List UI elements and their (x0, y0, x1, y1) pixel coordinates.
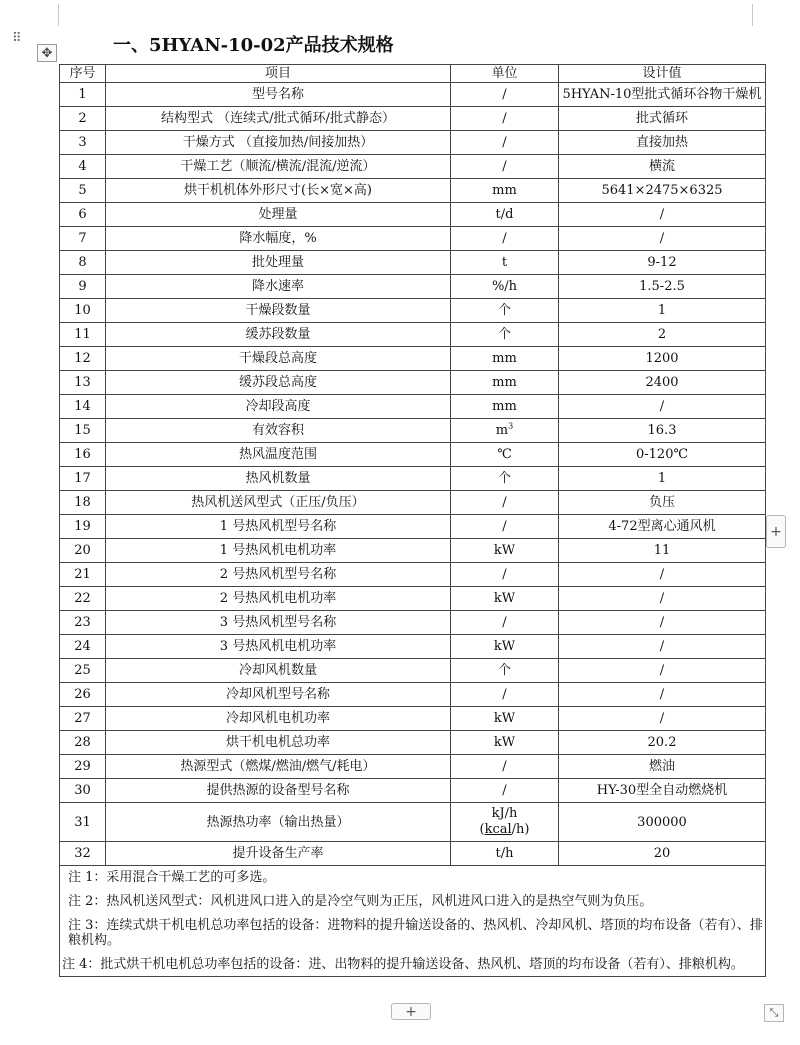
cell-unit: / (451, 563, 559, 587)
drag-handle-icon[interactable]: ⠿ (12, 31, 21, 46)
cell-value: / (559, 203, 766, 227)
cell-unit: t/h (451, 842, 559, 866)
cell-item: 干燥段总高度 (106, 347, 451, 371)
cell-index: 18 (60, 491, 106, 515)
cell-unit: 个 (451, 659, 559, 683)
cell-value: / (559, 227, 766, 251)
cell-value: 1 (559, 299, 766, 323)
cell-unit: / (451, 107, 559, 131)
cell-value: 燃油 (559, 755, 766, 779)
cell-value: 横流 (559, 155, 766, 179)
cell-value: 20.2 (559, 731, 766, 755)
cell-unit: / (451, 131, 559, 155)
table-row (60, 491, 766, 515)
cell-unit: ℃ (451, 443, 559, 467)
cell-unit: / (451, 683, 559, 707)
cell-item: 提升设备生产率 (106, 842, 451, 866)
note-1: 注 1：采用混合干燥工艺的可多选。 (68, 870, 276, 885)
cell-value: 5641×2475×6325 (559, 179, 766, 203)
cell-index: 5 (60, 179, 106, 203)
cell-value: / (559, 395, 766, 419)
cell-item: 有效容积 (106, 419, 451, 443)
cell-unit: / (451, 779, 559, 803)
cell-index: 30 (60, 779, 106, 803)
cell-index: 25 (60, 659, 106, 683)
cell-item: 降水速率 (106, 275, 451, 299)
cell-index: 31 (60, 803, 106, 842)
cell-unit: / (451, 755, 559, 779)
cell-unit: 个 (451, 467, 559, 491)
cell-unit: kW (451, 731, 559, 755)
cell-index: 14 (60, 395, 106, 419)
cell-item: 热风温度范围 (106, 443, 451, 467)
cell-item: 处理量 (106, 203, 451, 227)
table-row (60, 842, 766, 866)
cell-unit: $m^3$ (451, 419, 559, 443)
cell-item: 2 号热风机电机功率 (106, 587, 451, 611)
table-row (60, 635, 766, 659)
cell-item: 2 号热风机型号名称 (106, 563, 451, 587)
cell-index: 3 (60, 131, 106, 155)
cell-index: 13 (60, 371, 106, 395)
cell-value: 1200 (559, 347, 766, 371)
table-row (60, 707, 766, 731)
table-resize-icon[interactable]: ⤡ (764, 1004, 784, 1022)
cell-item: 烘干机机体外形尺寸(长×宽×高) (106, 179, 451, 203)
header-cell-value: 设计值 (559, 65, 766, 83)
cell-item: 冷却段高度 (106, 395, 451, 419)
table-row (60, 731, 766, 755)
cell-item: 3 号热风机电机功率 (106, 635, 451, 659)
cell-index: 6 (60, 203, 106, 227)
cell-unit: mm (451, 371, 559, 395)
cell-value: HY-30型全自动燃烧机 (559, 779, 766, 803)
table-row (60, 563, 766, 587)
cell-item: 烘干机电机总功率 (106, 731, 451, 755)
cell-index: 4 (60, 155, 106, 179)
table-row (60, 755, 766, 779)
unit-underlined-text: kcal (484, 822, 512, 837)
cell-item: 热源热功率（输出热量） (106, 803, 451, 842)
cell-value: 9-12 (559, 251, 766, 275)
cell-index: 24 (60, 635, 106, 659)
cell-unit: kW (451, 539, 559, 563)
cell-item: 降水幅度，% (106, 227, 451, 251)
table-row (60, 347, 766, 371)
cell-unit: mm (451, 179, 559, 203)
notes-row (60, 866, 766, 977)
cell-index: 20 (60, 539, 106, 563)
cell-value: / (559, 659, 766, 683)
header-cell-unit: 单位 (451, 65, 559, 83)
cell-item: 批处理量 (106, 251, 451, 275)
cell-index: 29 (60, 755, 106, 779)
cell-index: 11 (60, 323, 106, 347)
cell-index: 27 (60, 707, 106, 731)
cell-index: 32 (60, 842, 106, 866)
cell-item: 干燥段数量 (106, 299, 451, 323)
table-row (60, 587, 766, 611)
table-row (60, 419, 766, 443)
cell-value: 11 (559, 539, 766, 563)
cell-value: / (559, 563, 766, 587)
cell-item: 热风机送风型式（正压/负压） (106, 491, 451, 515)
cell-value: 2 (559, 323, 766, 347)
cell-unit: 个 (451, 299, 559, 323)
cell-unit: kW (451, 587, 559, 611)
cell-item: 干燥工艺（顺流/横流/混流/逆流） (106, 155, 451, 179)
cell-unit: / (451, 155, 559, 179)
cell-item: 缓苏段数量 (106, 323, 451, 347)
cell-index: 22 (60, 587, 106, 611)
table-row (60, 779, 766, 803)
cell-unit: / (451, 83, 559, 107)
cell-index: 19 (60, 515, 106, 539)
cell-unit: 个 (451, 323, 559, 347)
crop-mark-left (44, 4, 59, 26)
cell-index: 7 (60, 227, 106, 251)
table-row (60, 203, 766, 227)
cell-unit: mm (451, 347, 559, 371)
cell-index: 2 (60, 107, 106, 131)
table-row (60, 611, 766, 635)
cell-value: 20 (559, 842, 766, 866)
cell-value: / (559, 635, 766, 659)
cell-value: 5HYAN-10型批式循环谷物干燥机 (559, 83, 766, 107)
cell-unit: / (451, 515, 559, 539)
cell-index: 21 (60, 563, 106, 587)
table-body (60, 83, 766, 866)
table-row (60, 515, 766, 539)
document-title: 一、5HYAN-10-02产品技术规格 (113, 35, 394, 56)
cell-unit: mm (451, 395, 559, 419)
header-cell-item: 项目 (106, 65, 451, 83)
cell-value: / (559, 683, 766, 707)
cell-value: 负压 (559, 491, 766, 515)
table-row (60, 83, 766, 107)
table-row (60, 467, 766, 491)
table-row (60, 227, 766, 251)
cell-item: 干燥方式 （直接加热/间接加热） (106, 131, 451, 155)
table-row (60, 299, 766, 323)
cell-item: 热风机数量 (106, 467, 451, 491)
table-row (60, 443, 766, 467)
table-row (60, 131, 766, 155)
cell-value: 0-120℃ (559, 443, 766, 467)
note-2: 注 2：热风机送风型式：风机进风口进入的是冷空气则为正压，风机进风口进入的是热空气则为负压。 (68, 894, 653, 909)
cell-index: 17 (60, 467, 106, 491)
crop-mark-right (752, 4, 767, 26)
cell-unit: kJ/h (kcal/h) (451, 803, 559, 842)
cell-value: 1.5-2.5 (559, 275, 766, 299)
cell-item: 提供热源的设备型号名称 (106, 779, 451, 803)
table-row (60, 683, 766, 707)
table-row (60, 251, 766, 275)
add-row-button[interactable]: + (766, 515, 786, 548)
cell-value: / (559, 707, 766, 731)
table-row (60, 275, 766, 299)
cell-unit: t/d (451, 203, 559, 227)
cell-item: 冷却风机数量 (106, 659, 451, 683)
note-3: 注 3：连续式烘干机电机总功率包括的设备：进物料的提升输送设备的、热风机、冷却风机、塔顶的均布设备（若有）、排粮机构。 (68, 918, 763, 948)
cell-item: 3 号热风机型号名称 (106, 611, 451, 635)
cell-index: 26 (60, 683, 106, 707)
header-cell-index: 序号 (60, 65, 106, 83)
cell-index: 12 (60, 347, 106, 371)
table-row (60, 371, 766, 395)
cell-unit: / (451, 227, 559, 251)
add-column-button[interactable]: + (391, 1003, 431, 1020)
cell-item: 冷却风机电机功率 (106, 707, 451, 731)
cell-value: 直接加热 (559, 131, 766, 155)
cell-index: 23 (60, 611, 106, 635)
unit-superscript: 3 (508, 421, 514, 431)
cell-value: 1 (559, 467, 766, 491)
cell-item: 缓苏段总高度 (106, 371, 451, 395)
table-row (60, 107, 766, 131)
cell-index: 28 (60, 731, 106, 755)
cell-value: 2400 (559, 371, 766, 395)
cell-unit: %/h (451, 275, 559, 299)
table-row (60, 323, 766, 347)
cell-index: 8 (60, 251, 106, 275)
cell-item: 型号名称 (106, 83, 451, 107)
cell-index: 15 (60, 419, 106, 443)
cell-item: 冷却风机型号名称 (106, 683, 451, 707)
cell-value: 16.3 (559, 419, 766, 443)
cell-index: 1 (60, 83, 106, 107)
cell-item: 热源型式（燃煤/燃油/燃气/耗电） (106, 755, 451, 779)
table-row (60, 155, 766, 179)
notes-cell (60, 866, 766, 977)
table-row (60, 179, 766, 203)
cell-index: 10 (60, 299, 106, 323)
cell-unit: / (451, 611, 559, 635)
cell-item: 结构型式 （连续式/批式循环/批式静态） (106, 107, 451, 131)
table-row (60, 539, 766, 563)
cell-value: 300000 (559, 803, 766, 842)
table-row (60, 395, 766, 419)
cell-item: 1 号热风机型号名称 (106, 515, 451, 539)
spec-table (59, 64, 766, 977)
cell-value: 4-72型离心通风机 (559, 515, 766, 539)
cell-unit: / (451, 491, 559, 515)
cell-item: 1 号热风机电机功率 (106, 539, 451, 563)
cell-unit: kW (451, 635, 559, 659)
cell-index: 16 (60, 443, 106, 467)
note-4: 注 4：批式烘干机电机总功率包括的设备：进、出物料的提升输送设备、热风机、塔顶的均布设备（若有）、排粮机构。 (62, 957, 744, 972)
cell-unit: kW (451, 707, 559, 731)
cell-index: 9 (60, 275, 106, 299)
table-header-row (60, 65, 766, 83)
cell-value: / (559, 611, 766, 635)
cell-value: 批式循环 (559, 107, 766, 131)
cell-value: / (559, 587, 766, 611)
table-row (60, 803, 766, 842)
table-row (60, 659, 766, 683)
cell-unit: t (451, 251, 559, 275)
table-move-handle-icon[interactable]: ✥ (37, 44, 57, 62)
unit-second-line: (kcal/h) (479, 822, 530, 837)
